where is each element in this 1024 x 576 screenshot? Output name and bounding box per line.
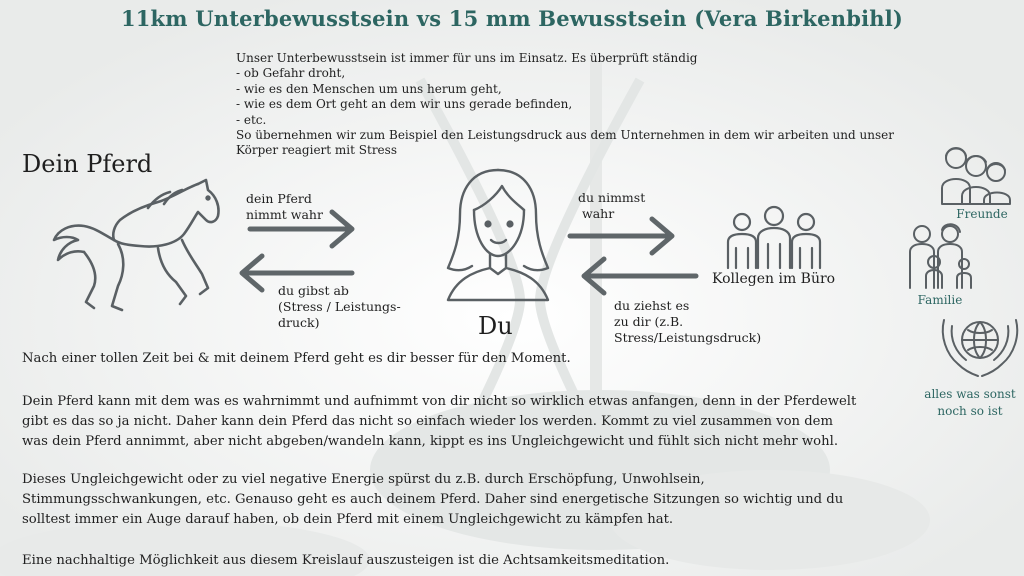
intro-item: - etc.: [236, 113, 936, 128]
group-colleagues-icon: [724, 204, 824, 270]
intro-item: - wie es dem Ort geht an dem wir uns gerade befinden,: [236, 97, 936, 112]
du-gibst-ab-label: du gibst ab (Stress / Leistungs- druck): [278, 283, 401, 330]
paragraph-3: Dieses Ungleichgewicht oder zu viel negative Energie spürst du z.B. durch Erschöpfung, Unwohlsein, Stimmungsschwankungen, etc. Genauso geht es auch deinem Pferd. Daher sind energetische Sitzungen so wichtig und du solltest immer ein Auge darauf haben, ob dein Pferd mit einem Ungleichgewicht zu kämpfen hat.: [22, 472, 844, 527]
horse-icon: [48, 178, 228, 318]
du-nimmst-wahr-label: du nimmst wahr: [578, 190, 646, 221]
intro-item: - wie es den Menschen um uns herum geht,: [236, 82, 936, 97]
person-du-icon: [436, 166, 560, 304]
intro-example: So übernehmen wir zum Beispiel den Leistungsdruck aus dem Unternehmen in dem wir arbeiten und unser Körper reagiert mit Stress: [236, 128, 894, 158]
page-title: 11km Unterbewusstsein vs 15 mm Bewusstsein (Vera Birkenbihl): [120, 6, 904, 31]
intro-text: [236, 51, 936, 159]
freunde-label: Freunde: [956, 207, 1008, 221]
arrow-right-kollegen-icon: [566, 216, 678, 256]
paragraph-1: Nach einer tollen Zeit bei & mit deinem Pferd geht es dir besser für den Moment.: [22, 351, 571, 366]
du-ziehst-label: du ziehst es zu dir (z.B. Stress/Leistungsdruck): [614, 298, 762, 345]
intro-list: [236, 66, 936, 128]
arrow-left-kollegen-icon: [578, 256, 700, 296]
paragraph-2: Dein Pferd kann mit dem was es wahrnimmt und aufnimmt von dir nicht so wirklich etwas anfangen, denn in der Pferdewelt gibt es das so ja nicht. Daher kann dein Pferd das nicht so einfach wieder los werden. Kommt zu viel zusammen von dem was dein Pferd annimmt, aber nicht abgeben/wandeln kann, kippt es ins Ungleichgewicht und fühlt sich nicht mehr wohl.: [22, 394, 857, 449]
paragraph-4: Eine nachhaltige Möglichkeit aus diesem Kreislauf auszusteigen ist die Achtsamkeitsmeditation.: [22, 553, 670, 568]
friends-icon: [940, 142, 1012, 206]
pferd-nimmt-wahr-label: dein Pferd nimmt wahr: [246, 191, 323, 222]
pferd-heading: Dein Pferd: [22, 150, 153, 178]
familie-label: Familie: [917, 293, 963, 307]
family-icon: [904, 222, 974, 290]
sonst-label: alles was sonst noch so ist: [924, 387, 1016, 418]
intro-lead: Unser Unterbewusstsein ist immer für uns im Einsatz. Es überprüft ständig: [236, 51, 698, 65]
intro-item: - ob Gefahr droht,: [236, 66, 936, 81]
kollegen-label: Kollegen im Büro: [712, 271, 836, 287]
du-label: Du: [478, 312, 513, 340]
globe-hands-icon: [938, 312, 1022, 380]
